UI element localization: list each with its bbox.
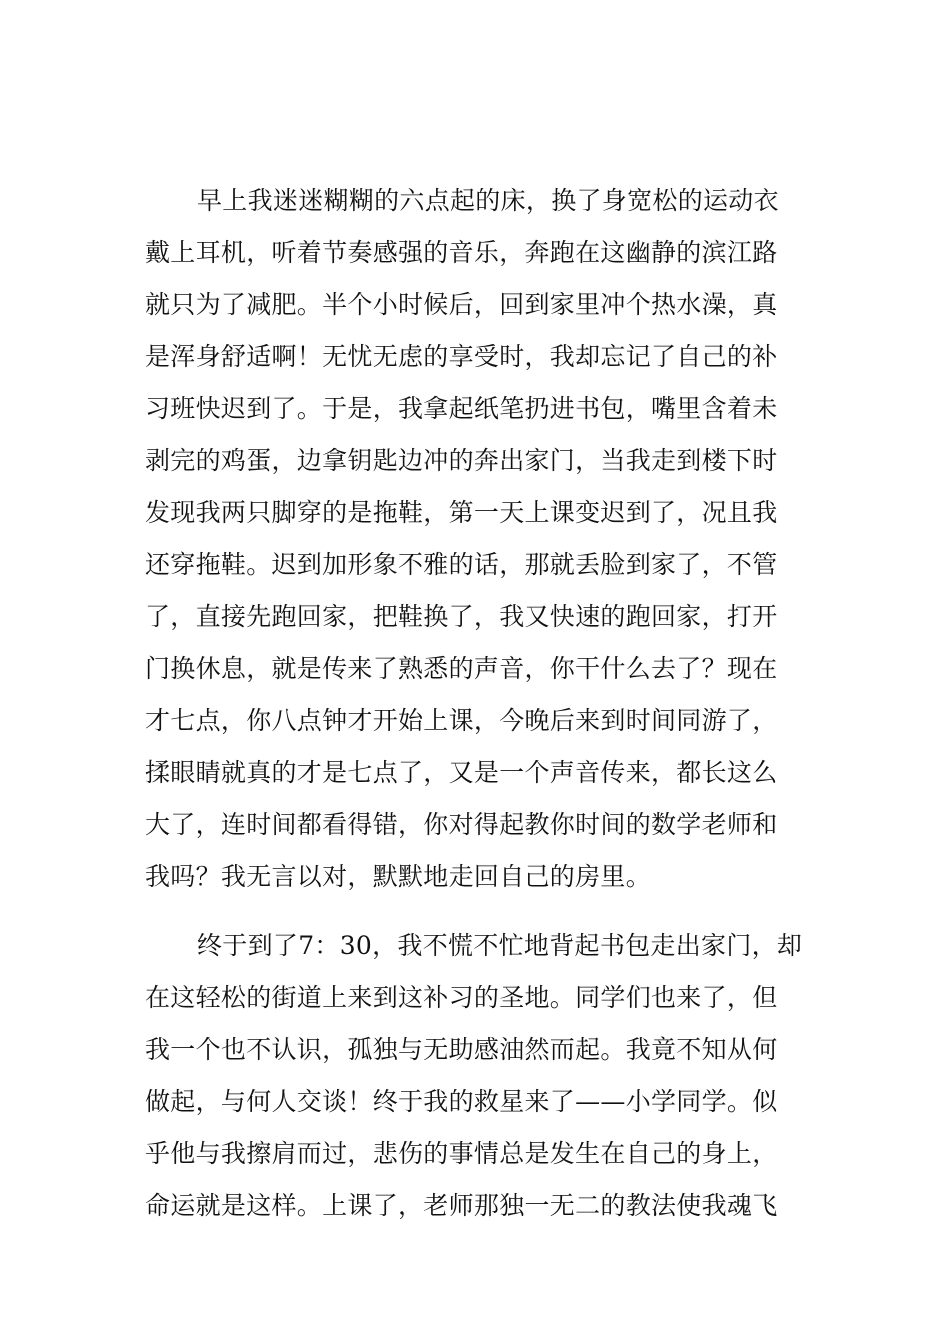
paragraph-2 — [145, 920, 817, 1232]
text-line: 发现我两只脚穿的是拖鞋，第一天上课变迟到了，况且我 — [145, 498, 778, 527]
text-line: 了，直接先跑回家，把鞋换了，我又快速的跑回家，打开 — [145, 602, 778, 631]
text-line: 命运就是这样。上课了，老师那独一无二的教法使我魂飞 — [145, 1191, 778, 1220]
text-line: 终于到了7：30，我不慌不忙地背起书包走出家门，却 — [197, 931, 803, 960]
text-line: 早上我迷迷糊糊的六点起的床，换了身宽松的运动衣 — [197, 186, 779, 215]
text-line: 就只为了减肥。半个小时候后，回到家里冲个热水澡，真 — [145, 290, 778, 319]
text-line: 做起，与何人交谈！终于我的救星来了——小学同学。似 — [145, 1087, 778, 1116]
text-line: 我一个也不认识，孤独与无助感油然而起。我竟不知从何 — [145, 1035, 778, 1064]
text-line: 戴上耳机，听着节奏感强的音乐，奔跑在这幽静的滨江路 — [145, 238, 778, 267]
text-line: 揉眼睛就真的才是七点了，又是一个声音传来，都长这么 — [145, 758, 778, 787]
text-line: 我吗？我无言以对，默默地走回自己的房里。 — [145, 862, 652, 891]
text-line: 还穿拖鞋。迟到加形象不雅的话，那就丢脸到家了，不管 — [145, 550, 778, 579]
text-line: 是浑身舒适啊！无忧无虑的享受时，我却忘记了自己的补 — [145, 342, 778, 371]
text-line: 大了，连时间都看得错，你对得起教你时间的数学老师和 — [145, 810, 778, 839]
text-line: 门换休息，就是传来了熟悉的声音，你干什么去了？现在 — [145, 654, 778, 683]
text-line: 乎他与我擦肩而过，悲伤的事情总是发生在自己的身上， — [145, 1139, 778, 1168]
text-line: 在这轻松的街道上来到这补习的圣地。同学们也来了，但 — [145, 983, 778, 1012]
paragraph-1 — [145, 175, 817, 903]
text-line: 习班快迟到了。于是，我拿起纸笔扔进书包，嘴里含着未 — [145, 394, 778, 423]
text-line: 才七点，你八点钟才开始上课，今晚后来到时间同游了， — [145, 706, 778, 735]
text-line: 剥完的鸡蛋，边拿钥匙边冲的奔出家门，当我走到楼下时 — [145, 446, 778, 475]
